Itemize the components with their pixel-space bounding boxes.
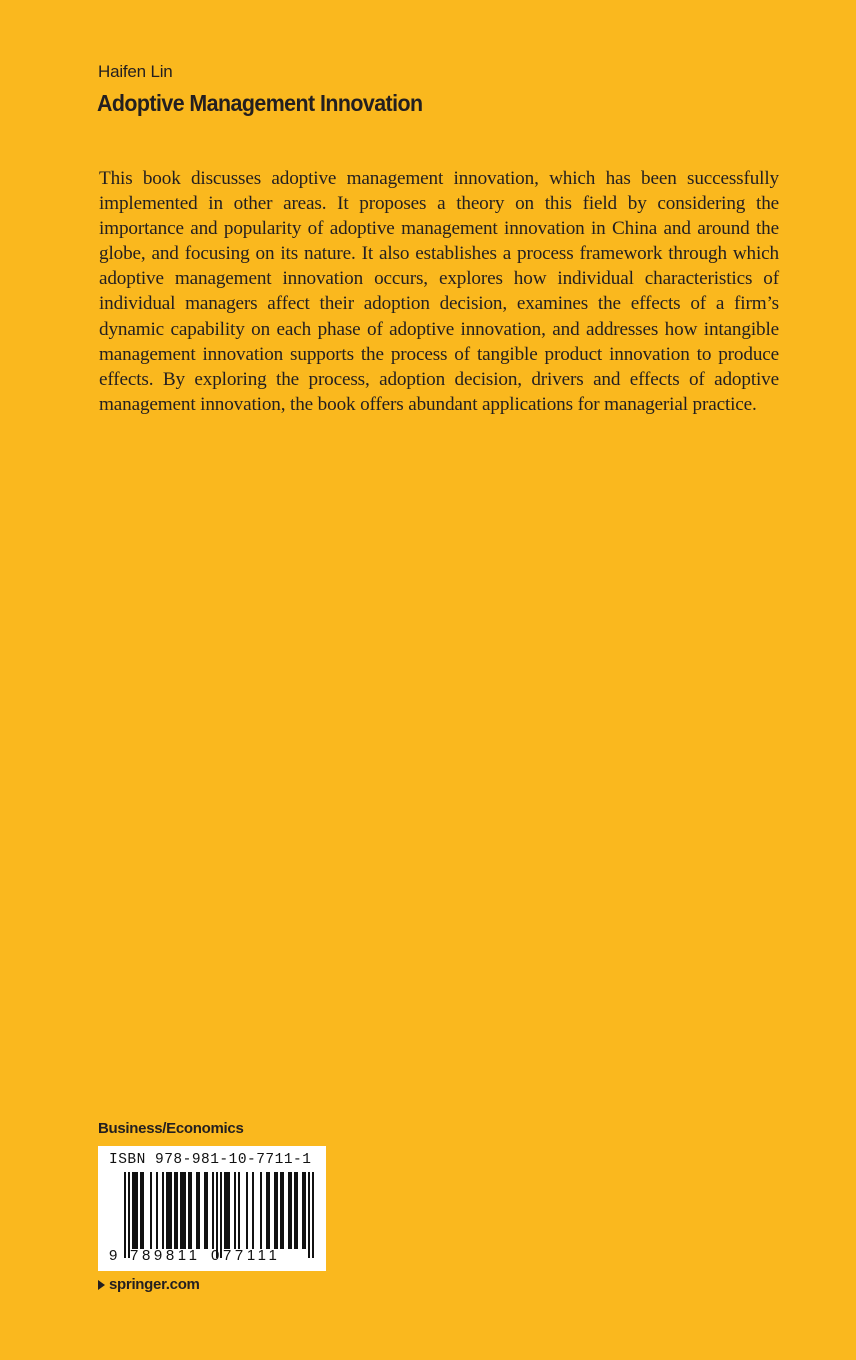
- subject-category: Business/Economics: [98, 1120, 244, 1137]
- barcode-bar: [224, 1172, 226, 1249]
- barcode-bar: [246, 1172, 248, 1249]
- barcode-bar: [252, 1172, 254, 1249]
- barcode-bar: [184, 1172, 186, 1249]
- barcode-bar: [182, 1172, 184, 1249]
- barcode-bar: [180, 1172, 182, 1249]
- barcode-bar: [266, 1172, 268, 1249]
- barcode-bar: [166, 1172, 168, 1249]
- barcode-bar: [216, 1172, 218, 1258]
- barcode-bar: [174, 1172, 176, 1249]
- barcode-bar: [238, 1172, 240, 1249]
- barcode-bar: [204, 1172, 206, 1249]
- ean-right-digits: 077111: [211, 1247, 281, 1264]
- barcode-bar: [282, 1172, 284, 1249]
- barcode-bar: [228, 1172, 230, 1249]
- barcode-bar: [162, 1172, 164, 1249]
- barcode-bar: [302, 1172, 304, 1249]
- barcode-bar: [168, 1172, 170, 1249]
- ean-left-digits: 789811: [130, 1247, 201, 1264]
- ean-first-digit: 9: [109, 1247, 118, 1264]
- barcode-bar: [296, 1172, 298, 1249]
- barcode-bar: [260, 1172, 262, 1249]
- barcode-bar: [290, 1172, 292, 1249]
- book-title: Adoptive Management Innovation: [97, 90, 423, 116]
- publisher-link[interactable]: [98, 1276, 200, 1293]
- barcode-bar: [280, 1172, 282, 1249]
- barcode-bar: [206, 1172, 208, 1249]
- barcode-bar: [196, 1172, 198, 1249]
- barcode-bar: [156, 1172, 158, 1249]
- isbn-barcode: [98, 1146, 326, 1271]
- barcode-bar: [150, 1172, 152, 1249]
- barcode-bar: [212, 1172, 214, 1249]
- barcode-bar: [124, 1172, 126, 1258]
- barcode-bar: [274, 1172, 276, 1249]
- barcode-bar: [190, 1172, 192, 1249]
- barcode-bar: [128, 1172, 130, 1258]
- barcode-bar: [136, 1172, 138, 1249]
- barcode-bar: [220, 1172, 222, 1258]
- barcode-bar: [132, 1172, 134, 1249]
- barcode-bar: [134, 1172, 136, 1249]
- barcode-bar: [288, 1172, 290, 1249]
- barcode-bar: [268, 1172, 270, 1249]
- barcode-bar: [198, 1172, 200, 1249]
- barcode-bar: [312, 1172, 314, 1258]
- barcode-bar: [276, 1172, 278, 1249]
- book-description: This book discusses adoptive management innovation, which has been successfully implemented in other areas. It proposes a theory on this field by considering the importance and popularity of adoptive management innovation in China and around the globe, and focusing on its nature. It also establishes a process framework through which adoptive management innovation occurs, explores how individual characteristics of individual managers affect their adoption decision, examines the effects of a firm’s dynamic capability on each phase of adoptive innovation, and addresses how intangible management innovation supports the process of tangible product innovation to produce effects. By exploring the process, adoption decision, drivers and effects of adoptive management innovation, the book offers abundant applications for managerial practice.: [99, 168, 779, 415]
- barcode-bar: [188, 1172, 190, 1249]
- author-name: Haifen Lin: [98, 62, 173, 81]
- barcode-bar: [234, 1172, 236, 1249]
- publisher-link-label: springer.com: [109, 1276, 200, 1293]
- arrow-right-icon: [98, 1280, 105, 1290]
- barcode-bar: [304, 1172, 306, 1249]
- barcode-bar: [140, 1172, 142, 1249]
- isbn-label: ISBN 978-981-10-7711-1: [109, 1152, 312, 1168]
- barcode-bar: [226, 1172, 228, 1249]
- barcode-bar: [170, 1172, 172, 1249]
- barcode-bar: [176, 1172, 178, 1249]
- barcode-bar: [142, 1172, 144, 1249]
- barcode-bar: [308, 1172, 310, 1258]
- barcode-bar: [294, 1172, 296, 1249]
